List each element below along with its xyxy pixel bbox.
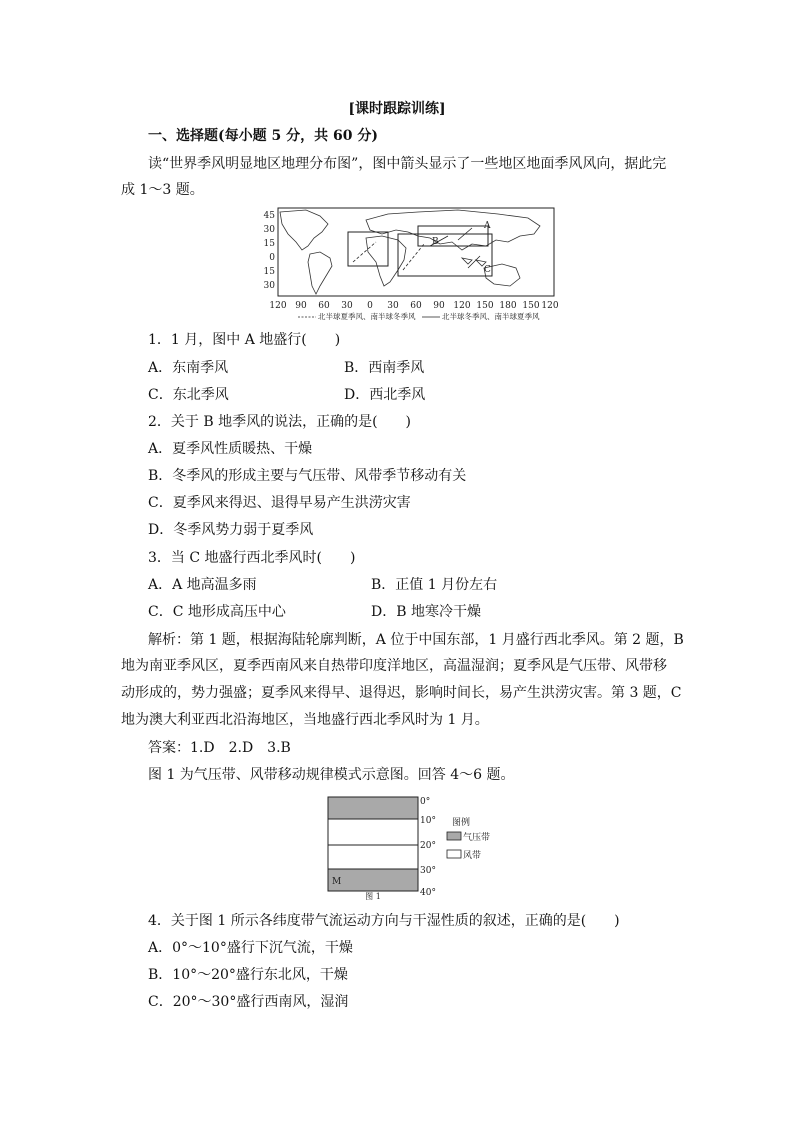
map-y-tick: 15 (263, 267, 275, 277)
question-4-option-c: C．20°～30°盛行西南风，湿润 (148, 994, 349, 1010)
analysis-line-1: 解析：第 1 题，根据海陆轮廓判断，A 位于中国东部，1 月盛行西北季风。第 2 题，B (148, 632, 684, 648)
page-header-title: [课时跟踪训练] (348, 101, 446, 117)
question-3-option-a: A．A 地高温多雨 (148, 577, 257, 593)
map-legend-solid: 北半球冬季风、南半球夏季风 (442, 312, 540, 321)
question-2-option-c: C．夏季风来得迟、退得早易产生洪涝灾害 (148, 495, 411, 511)
fig1-wind-belt (328, 845, 418, 869)
fig1-lat-label: 30° (420, 866, 436, 876)
fig1-wind-belt (328, 819, 418, 845)
fig1-lat-label: 20° (420, 841, 436, 851)
map-x-tick: 30 (387, 301, 399, 311)
intro-text-line-2: 成 1～3 题。 (121, 182, 204, 198)
question-4-option-a: A．0°～10°盛行下沉气流，干燥 (148, 940, 353, 956)
fig1-lat-label: 10° (420, 816, 436, 826)
question-1-option-c: C．东北季风 (148, 387, 229, 403)
analysis-line-2: 地为南亚季风区，夏季西南风来自热带印度洋地区，高温湿润；夏季风是气压带、风带移 (121, 658, 667, 674)
map-label-c: C (484, 265, 491, 275)
fig1-caption: 图 1 (365, 892, 381, 900)
map-x-tick: 60 (318, 301, 330, 311)
map-x-tick: 150 (522, 301, 540, 311)
question-2-option-a: A．夏季风性质暖热、干燥 (148, 441, 313, 457)
question-1-option-d: D．西北季风 (344, 387, 426, 403)
map-x-tick: 120 (269, 301, 287, 311)
intro-figure-1: 图 1 为气压带、风带移动规律模式示意图。回答 4～6 题。 (148, 767, 515, 783)
map-y-tick: 15 (263, 239, 275, 249)
fig1-lat-label: 0° (420, 797, 431, 807)
question-3-stem: 3．当 C 地盛行西北季风时( ) (148, 550, 356, 566)
map-y-tick: 0 (269, 253, 275, 263)
question-2-stem: 2．关于 B 地季风的说法，正确的是( ) (148, 414, 412, 430)
question-4-option-b: B．10°～20°盛行东北风，干燥 (148, 967, 348, 983)
question-1-stem: 1．1 月，图中 A 地盛行( ) (148, 332, 341, 348)
fig1-legend-title: 图例 (452, 818, 471, 828)
map-x-tick: 120 (541, 301, 558, 311)
analysis-line-4: 地为澳大利亚西北沿海地区，当地盛行西北季风时为 1 月。 (121, 712, 489, 728)
section-heading: 一、选择题(每小题 5 分，共 60 分) (148, 128, 378, 144)
map-y-tick: 30 (263, 225, 275, 235)
fig1-pressure-belt-bottom (328, 869, 418, 891)
question-1-option-b: B．西南季风 (344, 360, 425, 376)
fig1-legend-pressure: 气压带 (463, 833, 491, 843)
map-legend-dashed: 北半球夏季风、南半球冬季风 (318, 312, 416, 321)
fig1-marker-m: M (332, 877, 342, 887)
world-monsoon-map (258, 206, 558, 324)
question-1-option-a: A．东南季风 (148, 360, 229, 376)
map-x-tick: 120 (453, 301, 471, 311)
map-label-b: B (432, 237, 439, 247)
intro-text-line-1: 读“世界季风明显地区地理分布图”，图中箭头显示了一些地区地面季风风向，据此完 (148, 156, 667, 172)
analysis-line-3: 动形成的，势力强盛；夏季风来得早、退得迟，影响时间长，易产生洪涝灾害。第 3 题，C (121, 685, 682, 701)
fig1-legend-wind-swatch (447, 850, 461, 858)
map-y-tick: 45 (263, 211, 275, 221)
question-3-option-c: C．C 地形成高压中心 (148, 604, 286, 620)
answer-line: 答案：1.D 2.D 3.B (148, 740, 291, 756)
question-3-option-b: B．正值 1 月份左右 (371, 577, 498, 593)
map-x-tick: 90 (295, 301, 307, 311)
map-x-tick: 60 (410, 301, 422, 311)
fig1-legend-pressure-swatch (447, 832, 461, 840)
map-label-a: A (484, 221, 491, 231)
question-2-option-b: B．冬季风的形成主要与气压带、风带季节移动有关 (148, 468, 467, 484)
question-4-stem: 4．关于图 1 所示各纬度带气流运动方向与干湿性质的叙述，正确的是( ) (148, 913, 620, 929)
fig1-lat-label: 40° (420, 888, 436, 898)
map-y-tick: 30 (263, 281, 275, 291)
question-2-option-d: D．冬季风势力弱于夏季风 (148, 522, 314, 538)
figure-1-pressure-wind-belts (324, 795, 524, 900)
map-x-tick: 0 (367, 301, 373, 311)
fig1-legend-wind: 风带 (463, 851, 482, 861)
map-x-tick: 30 (341, 301, 353, 311)
map-x-tick: 90 (433, 301, 445, 311)
fig1-pressure-belt-top (328, 797, 418, 819)
map-x-tick: 150 (476, 301, 494, 311)
question-3-option-d: D．B 地寒冷干燥 (371, 604, 481, 620)
map-x-tick: 180 (499, 301, 517, 311)
